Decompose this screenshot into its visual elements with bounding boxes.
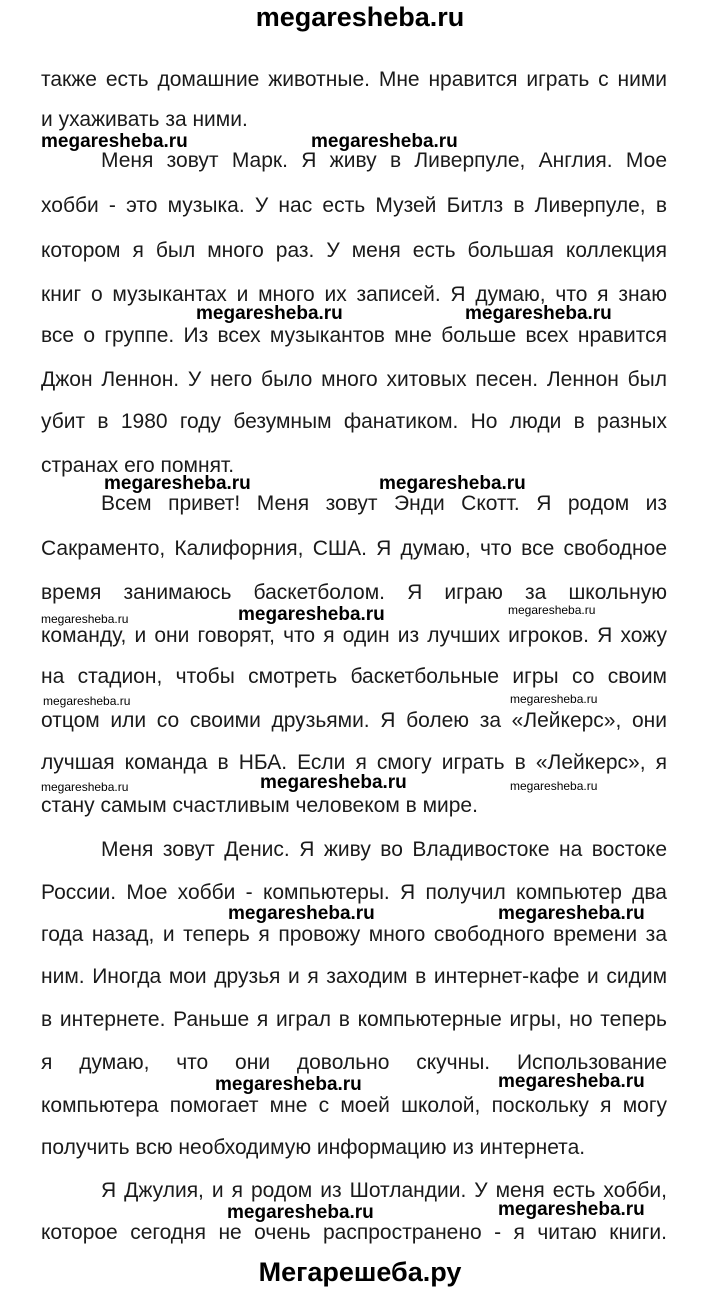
text-line: Меня зовут Денис. Я живу во Владивостоке на востоке [101,838,667,861]
watermark: megaresheba.ru [379,473,526,494]
text-line: Меня зовут Марк. Я живу в Ливерпуле, Англия. Мое [101,149,667,172]
watermark: megaresheba.ru [215,1074,362,1095]
watermark: megaresheba.ru [465,303,612,324]
text-line: Сакраменто, Калифорния, США. Я думаю, что все свободное [41,537,667,560]
text-line: России. Мое хобби - компьютеры. Я получил компьютер два [41,881,667,904]
text-line: Я Джулия, и я родом из Шотландии. У меня есть хобби, [101,1179,667,1202]
watermark: megaresheba.ru [510,692,598,706]
text-line: ним. Иногда мои друзья и я заходим в интернет-кафе и сидим [41,965,667,988]
watermark: megaresheba.ru [43,694,131,708]
text-line: лучшая команда в НБА. Если я смогу играть в «Лейкерс», я [41,751,667,774]
text-line: убит в 1980 году безумным фанатиком. Но люди в разных [41,410,667,433]
text-line: я думаю, что они довольно скучны. Использование [41,1051,667,1074]
text-line: компьютера помогает мне с моей школой, поскольку я могу [41,1094,667,1117]
watermark: megaresheba.ru [498,903,645,924]
text-line: хобби - это музыка. У нас есть Музей Битлз в Ливерпуле, в [41,194,667,217]
watermark: megaresheba.ru [498,1199,645,1220]
page-header-title: megaresheba.ru [255,2,465,32]
text-line: книг о музыкантах и много их записей. Я думаю, что я знаю [41,283,667,306]
watermark: megaresheba.ru [498,1071,645,1092]
watermark: megaresheba.ru [41,612,129,626]
text-line: время занимаюсь баскетболом. Я играю за школьную [41,581,667,604]
text-line: все о группе. Из всех музыкантов мне больше всех нравится [41,324,667,347]
text-line: команду, и они говорят, что я один из лучших игроков. Я хожу [41,624,667,647]
watermark: megaresheba.ru [227,1202,374,1223]
watermark: megaresheba.ru [228,903,375,924]
watermark: megaresheba.ru [196,303,343,324]
text-line: и ухаживать за ними. [41,108,248,131]
text-line: которое сегодня не очень распространено - я читаю книги. [41,1221,667,1244]
watermark: megaresheba.ru [41,131,188,152]
watermark: megaresheba.ru [104,473,251,494]
text-line: странах его помнят. [41,454,235,477]
watermark: megaresheba.ru [260,772,407,793]
text-line: отцом или со своими друзьями. Я болею за «Лейкерс», они [41,709,667,732]
text-line: стану самым счастливым человеком в мире. [41,794,478,817]
text-line: Всем привет! Меня зовут Энди Скотт. Я родом из [101,492,667,515]
page-footer-title: Мегарешеба.ру [258,1257,462,1287]
text-line: котором я был много раз. У меня есть большая коллекция [41,239,667,262]
text-line: Джон Леннон. У него было много хитовых песен. Леннон был [41,368,667,391]
watermark: megaresheba.ru [510,779,598,793]
text-line: также есть домашние животные. Мне нравится играть с ними [41,68,667,91]
text-line: получить всю необходимую информацию из интернета. [41,1136,586,1159]
text-line: на стадион, чтобы смотреть баскетбольные игры со своим [41,665,667,688]
watermark: megaresheba.ru [311,131,458,152]
watermark: megaresheba.ru [41,780,129,794]
text-line: года назад, и теперь я провожу много свободного времени за [41,923,667,946]
text-line: в интернете. Раньше я играл в компьютерные игры, но теперь [41,1008,667,1031]
watermark: megaresheba.ru [508,603,596,617]
watermark: megaresheba.ru [238,604,385,625]
